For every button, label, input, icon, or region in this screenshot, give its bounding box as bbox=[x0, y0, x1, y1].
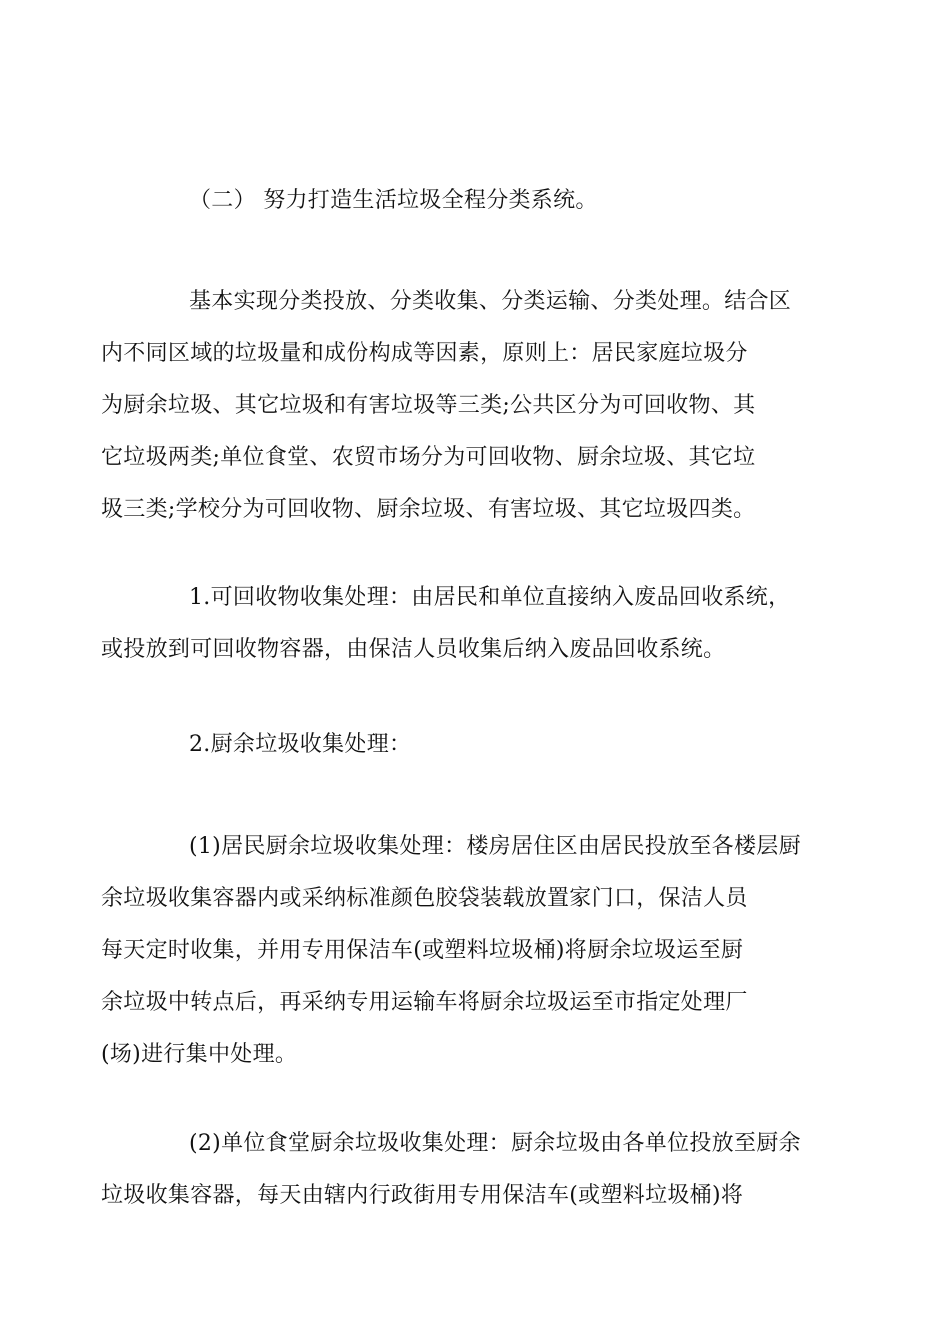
item-1-paragraph bbox=[101, 572, 807, 676]
intro-paragraph bbox=[101, 276, 807, 536]
item-2-heading bbox=[145, 719, 807, 771]
text-line: (2)单位食堂厨余垃圾收集处理：厨余垃圾由各单位投放至厨余 bbox=[189, 1131, 801, 1156]
text-line: （二） 努力打造生活垃圾全程分类系统。 bbox=[189, 188, 598, 213]
text-line: 内不同区域的垃圾量和成份构成等因素，原则上：居民家庭垃圾分 bbox=[101, 341, 748, 366]
text-line: 余垃圾收集容器内或采纳标准颜色胶袋装载放置家门口，保洁人员 bbox=[101, 886, 748, 911]
text-line: 每天定时收集，并用专用保洁车(或塑料垃圾桶)将厨余垃圾运至厨 bbox=[101, 938, 744, 963]
item-2-1-paragraph bbox=[101, 821, 807, 1081]
text-line: (场)进行集中处理。 bbox=[101, 1042, 298, 1067]
text-line: 垃圾收集容器，每天由辖内行政街用专用保洁车(或塑料垃圾桶)将 bbox=[101, 1183, 744, 1208]
text-line: (1)居民厨余垃圾收集处理：楼房居住区由居民投放至各楼层厨 bbox=[189, 834, 801, 859]
text-line: 余垃圾中转点后，再采纳专用运输车将厨余垃圾运至市指定处理厂 bbox=[101, 990, 748, 1015]
text-line: 2.厨余垃圾收集处理： bbox=[189, 732, 412, 757]
text-line: 或投放到可回收物容器，由保洁人员收集后纳入废品回收系统。 bbox=[101, 637, 726, 662]
text-line: 圾三类;学校分为可回收物、厨余垃圾、有害垃圾、其它垃圾四类。 bbox=[101, 497, 756, 522]
text-line: 基本实现分类投放、分类收集、分类运输、分类处理。结合区 bbox=[189, 289, 792, 314]
text-line: 1.可回收物收集处理：由居民和单位直接纳入废品回收系统， bbox=[189, 585, 791, 610]
item-2-2-paragraph bbox=[101, 1118, 807, 1222]
text-line: 它垃圾两类;单位食堂、农贸市场分为可回收物、厨余垃圾、其它垃 bbox=[101, 445, 756, 470]
section-heading bbox=[145, 175, 807, 227]
text-line: 为厨余垃圾、其它垃圾和有害垃圾等三类;公共区分为可回收物、其 bbox=[101, 393, 756, 418]
